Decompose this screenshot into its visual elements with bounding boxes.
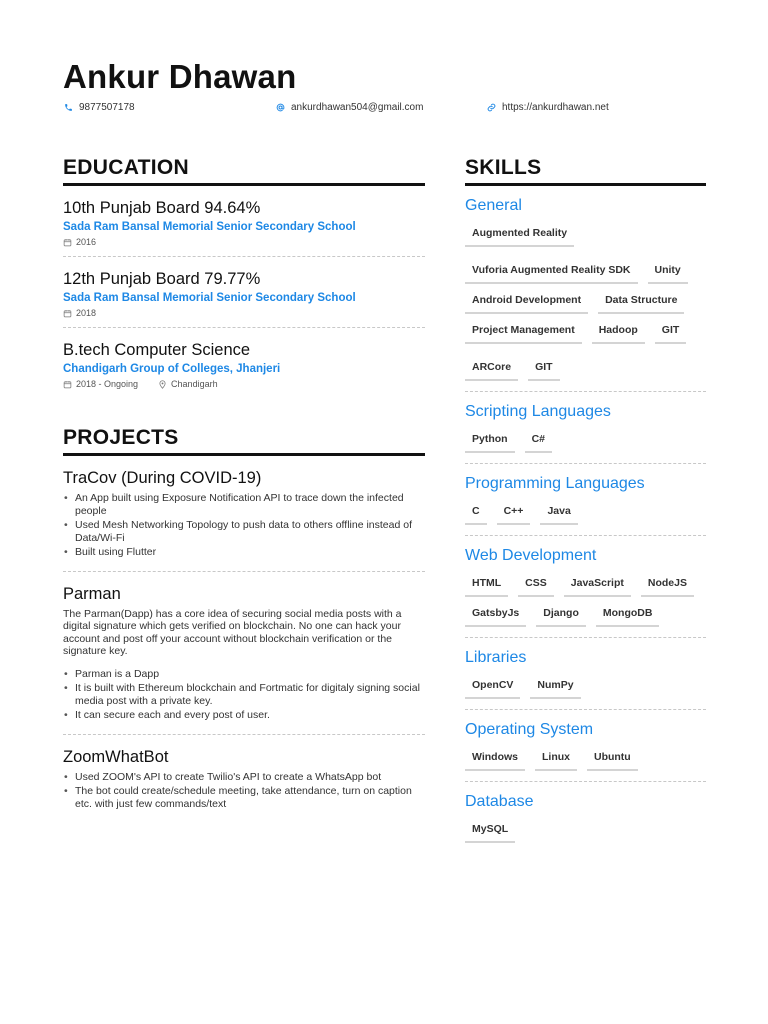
skill-group: [465, 392, 706, 464]
education-item: [63, 257, 425, 328]
project-description: The Parman(Dapp) has a core idea of securing social media posts with a digital signature which gets verified on blockchain. No one can hack your account and post off your account without blockchain verification or the signature key.: [63, 607, 402, 657]
project-name: Parman: [63, 584, 121, 603]
education-school: Sada Ram Bansal Memorial Senior Secondary School: [63, 292, 356, 304]
education-location: Chandigarh: [171, 379, 218, 389]
project-name: ZoomWhatBot: [63, 747, 169, 766]
email-link[interactable]: ankurdhawan504@gmail.com: [291, 102, 424, 113]
skill-tag: GatsbyJs: [465, 604, 526, 627]
skill-group-title: Libraries: [465, 649, 527, 666]
calendar-icon: [63, 380, 72, 389]
website-link[interactable]: https://ankurdhawan.net: [502, 102, 609, 113]
skill-tag: Windows: [465, 748, 525, 771]
skill-tags: [465, 224, 706, 381]
skill-group-title: Operating System: [465, 721, 594, 738]
project-bullets: [63, 492, 425, 559]
pin-icon: [158, 380, 167, 389]
project-item: [63, 572, 425, 735]
project-bullet: • Parman is a Dapp: [63, 668, 425, 681]
skill-tag: C#: [525, 430, 552, 453]
skill-tags: [465, 502, 706, 525]
skill-tag: C: [465, 502, 487, 525]
skill-tags: [465, 820, 706, 843]
right-column: [465, 155, 706, 853]
contact-email[interactable]: [276, 102, 423, 113]
skill-group-title: Programming Languages: [465, 475, 645, 492]
project-bullet: • Used Mesh Networking Topology to push data to others offline instead of Data/Wi-Fi: [63, 519, 425, 544]
skill-group: [465, 782, 706, 853]
skill-tag: MongoDB: [596, 604, 660, 627]
project-bullet: • The bot could create/schedule meeting, take attendance, turn on caption etc. with just few commands/text: [63, 785, 425, 810]
project-name: TraCov (During COVID-19): [63, 469, 262, 487]
education-degree: 12th Punjab Board 79.77%: [63, 270, 261, 288]
phone-text: 9877507178: [79, 102, 135, 113]
skill-tags: [465, 748, 706, 771]
education-school: Sada Ram Bansal Memorial Senior Secondary School: [63, 221, 356, 233]
skill-tag: CSS: [518, 574, 554, 597]
at-icon: [276, 103, 285, 112]
contact-website[interactable]: [487, 102, 609, 113]
skill-tag: NumPy: [530, 676, 580, 699]
skill-tag: Augmented Reality: [465, 224, 574, 247]
skill-group: [465, 710, 706, 782]
project-bullets: [63, 668, 425, 722]
calendar-icon: [63, 238, 72, 247]
project-bullet: • Used ZOOM's API to create Twilio's API to create a WhatsApp bot: [63, 771, 425, 784]
education-degree: 10th Punjab Board 94.64%: [63, 199, 261, 217]
project-item: [63, 735, 425, 823]
skill-tag: NodeJS: [641, 574, 694, 597]
education-heading: EDUCATION: [63, 155, 425, 186]
skill-tag: Ubuntu: [587, 748, 638, 771]
skill-group: [465, 464, 706, 536]
skill-group: [465, 186, 706, 392]
education-item: [63, 328, 425, 398]
education-item: [63, 186, 425, 257]
education-school: Chandigarh Group of Colleges, Jhanjeri: [63, 363, 281, 375]
education-meta: [63, 308, 425, 318]
education-date: 2018 - Ongoing: [76, 379, 139, 389]
skill-group-title: Web Development: [465, 547, 597, 564]
skill-tag: Linux: [535, 748, 577, 771]
skill-tag: ARCore: [465, 358, 518, 381]
contact-phone: [64, 102, 135, 113]
education-meta: [63, 379, 425, 389]
skill-tag: Project Management: [465, 321, 582, 344]
skill-tag: Data Structure: [598, 291, 684, 314]
skill-tags: [465, 430, 706, 453]
skill-tags: [465, 574, 706, 627]
resume-name: Ankur Dhawan: [63, 58, 297, 95]
skill-tag: JavaScript: [564, 574, 631, 597]
project-bullet: • Built using Flutter: [63, 546, 425, 559]
skill-tag: HTML: [465, 574, 508, 597]
education-degree: B.tech Computer Science: [63, 341, 251, 359]
skill-tag: OpenCV: [465, 676, 520, 699]
education-date: 2018: [76, 308, 97, 318]
skills-heading: SKILLS: [465, 155, 706, 186]
education-meta: [63, 237, 425, 247]
skill-group: [465, 536, 706, 638]
education-date: 2016: [76, 237, 97, 247]
skill-tag: Django: [536, 604, 586, 627]
project-bullet: • An App built using Exposure Notification API to trace down the infected people: [63, 492, 425, 517]
skill-group-title: General: [465, 197, 522, 214]
projects-heading: PROJECTS: [63, 425, 425, 456]
calendar-icon: [63, 309, 72, 318]
skill-tag: GIT: [528, 358, 560, 381]
skill-tags: [465, 676, 706, 699]
skill-tag: Java: [540, 502, 577, 525]
skill-tag: Python: [465, 430, 515, 453]
left-column: [63, 155, 425, 822]
phone-icon: [64, 103, 73, 112]
skill-group-title: Database: [465, 793, 534, 810]
skill-tag: Hadoop: [592, 321, 645, 344]
skill-tag: C++: [497, 502, 531, 525]
skill-group-title: Scripting Languages: [465, 403, 611, 420]
skill-tag: MySQL: [465, 820, 515, 843]
skill-tag: Vuforia Augmented Reality SDK: [465, 261, 638, 284]
project-bullets: [63, 771, 425, 811]
link-icon: [487, 103, 496, 112]
skill-tag: Unity: [648, 261, 688, 284]
skill-group: [465, 638, 706, 710]
skill-tag: GIT: [655, 321, 687, 344]
project-item: [63, 456, 425, 572]
project-bullet: • It can secure each and every post of user.: [63, 709, 425, 722]
project-bullet: • It is built with Ethereum blockchain and Fortmatic for digitaly signing social media post with a private key.: [63, 682, 425, 707]
skill-tag: Android Development: [465, 291, 588, 314]
